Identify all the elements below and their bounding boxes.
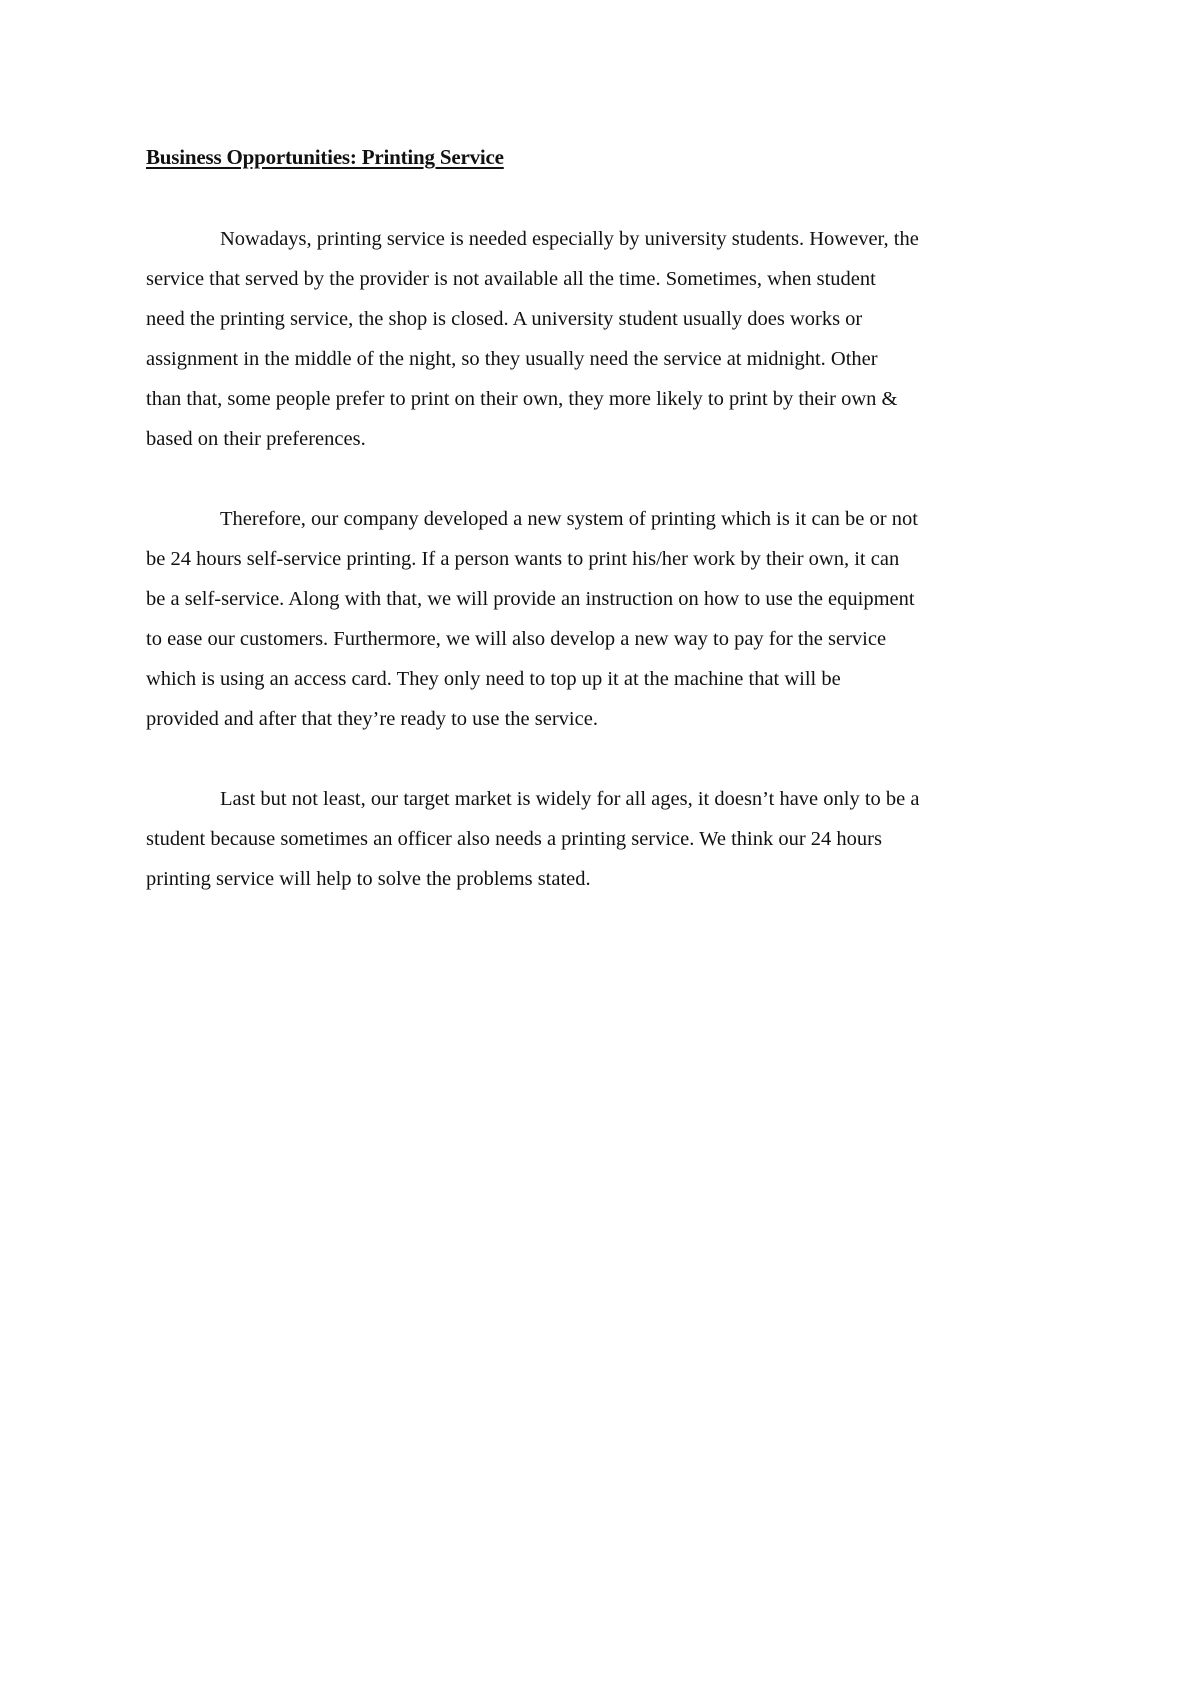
paragraph-line: than that, some people prefer to print on their own, they more likely to print by their own & — [146, 388, 898, 410]
paragraph-line: which is using an access card. They only need to top up it at the machine that will be — [146, 668, 841, 690]
paragraph-line: be a self-service. Along with that, we will provide an instruction on how to use the equipment — [146, 588, 915, 610]
document-body — [146, 142, 1066, 899]
paragraph-line: provided and after that they’re ready to use the service. — [146, 708, 598, 730]
paragraph-line: Therefore, our company developed a new system of printing which is it can be or not — [220, 508, 918, 530]
paragraph-1 — [146, 219, 1066, 459]
paragraph-line: printing service will help to solve the problems stated. — [146, 868, 591, 890]
document-title: Business Opportunities: Printing Service — [146, 145, 504, 169]
paragraph-line: need the printing service, the shop is closed. A university student usually does works or — [146, 308, 863, 330]
paragraph-line: based on their preferences. — [146, 428, 366, 450]
paragraph-line: student because sometimes an officer also needs a printing service. We think our 24 hours — [146, 828, 882, 850]
paragraph-3 — [146, 779, 1066, 899]
paragraph-line: Nowadays, printing service is needed especially by university students. However, the — [220, 228, 919, 250]
paragraph-line: service that served by the provider is not available all the time. Sometimes, when student — [146, 268, 876, 290]
paragraph-line: to ease our customers. Furthermore, we will also develop a new way to pay for the service — [146, 628, 887, 650]
paragraph-line: assignment in the middle of the night, so they usually need the service at midnight. Other — [146, 348, 878, 370]
paragraph-line: be 24 hours self-service printing. If a person wants to print his/her work by their own, it can — [146, 548, 900, 570]
paragraph-line: Last but not least, our target market is widely for all ages, it doesn’t have only to be a — [220, 788, 920, 810]
paragraph-2 — [146, 499, 1066, 739]
